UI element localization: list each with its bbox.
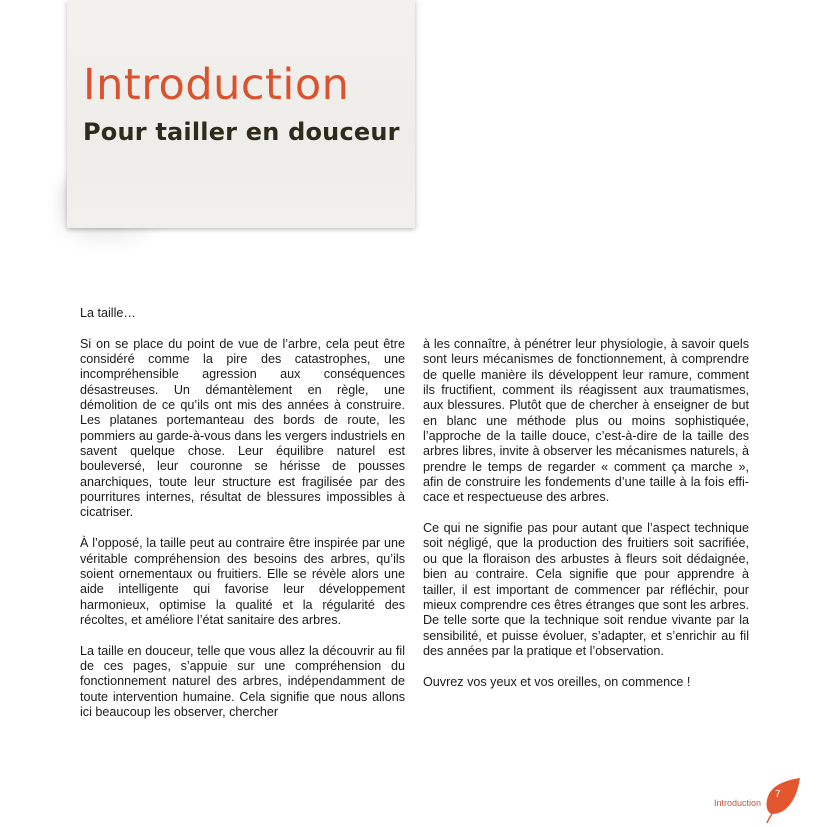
leaf-icon — [762, 776, 802, 824]
paragraph: Ce qui ne signifie pas pour autant que l’aspect technique soit négligé, que la production des fruitiers soit sacrifiée, ou que la floraison des arbustes à fleurs soit dédaignée, bien au contraire. Cela signifie que pour apprendre à tailler, il est important de commencer par réfléchir, pour mieux comprendre ces êtres étranges que sont les arbres. De telle sorte que la technique soit rendue vivante par la sensibilité, et puisse évoluer, s’adapter, et s’enrichir au fil des années par la pratique et l’observation. — [423, 521, 749, 658]
paragraph: La taille en douceur, telle que vous allez la découvrir au fil de ces pages, s’appuie sur une compréhension du fonctionnement naturel des arbres, indépendamment de toute intervention humaine. Cela signifie que nous allons ici beaucoup les observer, chercher — [80, 643, 405, 719]
page-number: 7 — [775, 789, 781, 800]
leaf-shape — [767, 778, 800, 814]
paragraph: À l’opposé, la taille peut au contraire être inspirée par une véritable compréhension des besoins des arbres, qu’ils soient ornementaux ou fruitiers. Elle se révèle alors une aide intelligente qui favorise leur développement harmonieux, optimise la qualité et la régularité des récoltes, et améliore l’état sanitaire des arbres. — [80, 536, 405, 627]
paragraph: à les connaître, à pénétrer leur physiologie, à savoir quels sont leurs mécanismes de fonctionnement, à comprendre de quelle manière ils développent leur ramure, comment ils fructifient, comment ils réagissent aux traumatismes, aux blessures. Plutôt que de chercher à enseigner de but en blanc une méthode plus ou moins sophistiquée, l’approche de la taille douce, c’est-à-dire de la taille des arbres libres, invite à observer les mécanismes naturels, à prendre le temps de regarder « comment ça marche », afin de construire les fondements d’une taille à la fois efficace et respectueuse des arbres. — [423, 337, 749, 505]
paragraph: Ouvrez vos yeux et vos oreilles, on commence ! — [423, 674, 691, 689]
title-card — [67, 0, 415, 228]
leaf-stem — [767, 814, 772, 823]
page-title: Introduction — [83, 60, 350, 110]
paragraph: La taille… — [80, 306, 137, 320]
footer-section-label: Introduction — [713, 798, 761, 808]
body-column-right — [423, 337, 749, 690]
page-subtitle: Pour tailler en douceur — [83, 118, 400, 146]
body-column-left — [80, 306, 405, 720]
paragraph: Si on se place du point de vue de l’arbre, cela peut être considéré comme la pire des catastrophes, une incompréhensible agression aux conséquences désastreuses. Un démantèlement en règle, une démolition de ce qu’ils ont mis des années à construire. Les platanes portemanteau des bords de route, les pommiers au garde-à-vous dans les vergers industriels en savent quelque chose. Leur équilibre naturel est bouleversé, leur couronne se hérisse de pousses anarchiques, toute leur structure est fragilisée par des pourritures internes, résultat de blessures impossibles à cicatriser. — [80, 336, 405, 520]
